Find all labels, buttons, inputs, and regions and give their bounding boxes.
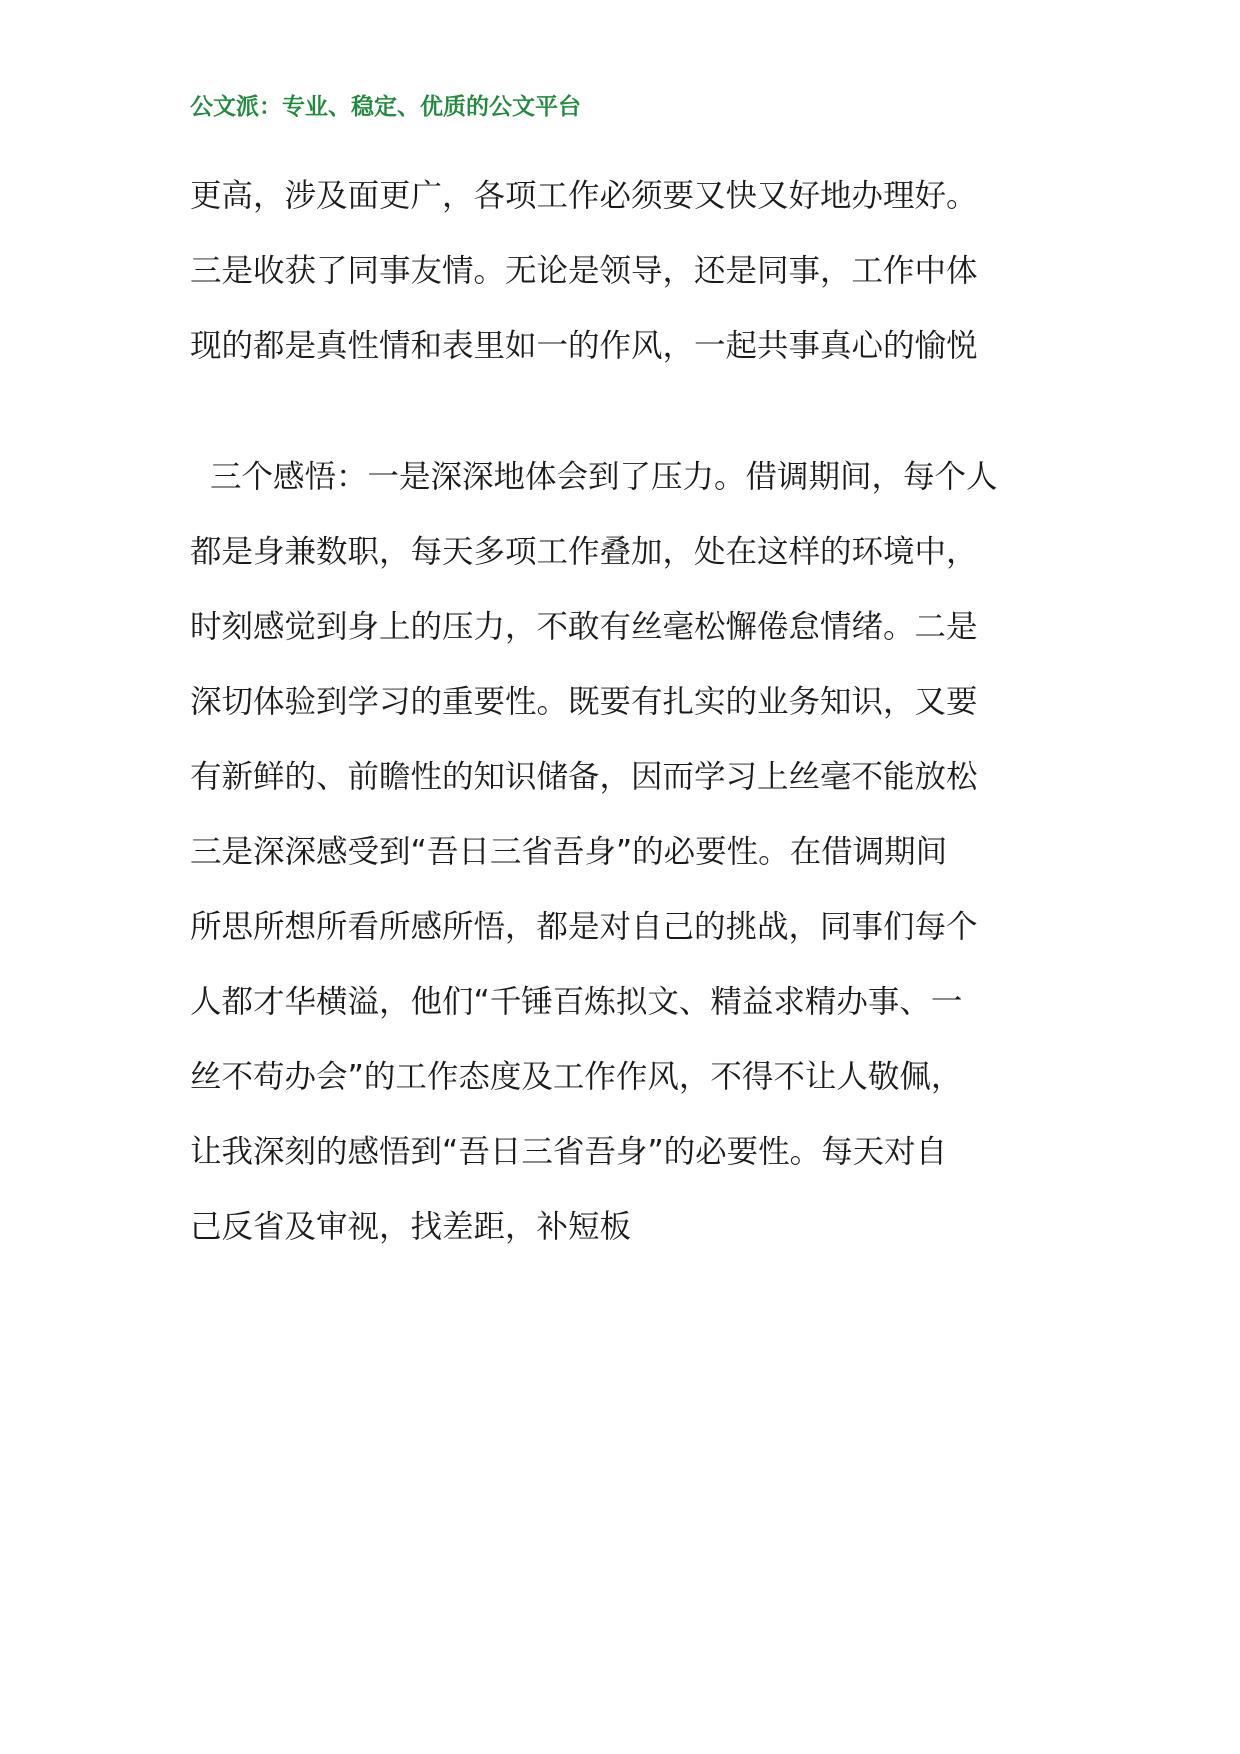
text-line: 所思所想所看所感所悟，都是对自己的挑战，同事们每个 xyxy=(190,909,978,945)
text-line: 三是收获了同事友情。无论是领导，还是同事，工作中体 xyxy=(190,253,978,289)
text-line: 更高，涉及面更广，各项工作必须要又快又好地办理好。 xyxy=(190,178,978,214)
text-line: 让我深刻的感悟到“吾日三省吾身”的必要性。每天对自 xyxy=(190,1134,948,1170)
site-header: 公文派：专业、稳定、优质的公文平台 xyxy=(190,93,581,120)
text-line: 时刻感觉到身上的压力，不敢有丝毫松懈倦怠情绪。二是 xyxy=(190,609,978,645)
text-line: 丝不苟办会”的工作态度及工作作风，不得不让人敬佩， xyxy=(190,1059,963,1095)
paragraph-three-insights xyxy=(190,440,1060,1265)
text-line: 三是深深感受到“吾日三省吾身”的必要性。在借调期间 xyxy=(190,834,948,870)
text-line: 己反省及审视，找差距，补短板 xyxy=(190,1209,632,1245)
text-line: 都是身兼数职，每天多项工作叠加，处在这样的环境中， xyxy=(190,534,978,570)
paragraph-friendship xyxy=(190,159,1060,384)
text-line: 人都才华横溢，他们“千锤百炼拟文、精益求精办事、一 xyxy=(190,984,963,1020)
text-line: 三个感悟：一是深深地体会到了压力。借调期间，每个人 xyxy=(190,459,998,495)
text-line: 现的都是真性情和表里如一的作风，一起共事真心的愉悦 xyxy=(190,328,978,364)
text-line: 有新鲜的、前瞻性的知识储备，因而学习上丝毫不能放松 xyxy=(190,759,978,795)
text-line: 深切体验到学习的重要性。既要有扎实的业务知识，又要 xyxy=(190,684,978,720)
